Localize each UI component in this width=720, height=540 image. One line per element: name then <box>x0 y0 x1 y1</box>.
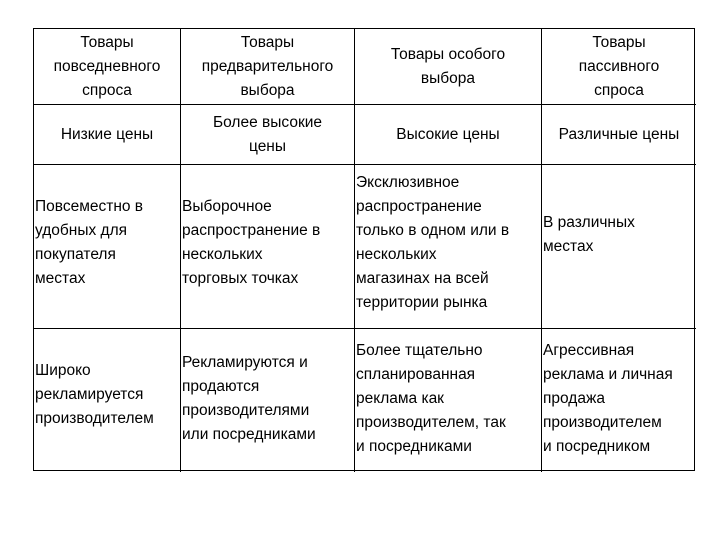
price-cell-special: Высокие цены <box>355 105 542 165</box>
price-cell-passive: Различные цены <box>542 105 696 165</box>
price-cell-preselection: Более высокие цены <box>181 105 355 165</box>
promotion-cell-preselection: Рекламируются и продаются производителями или посредниками <box>181 329 355 472</box>
distribution-cell-everyday: Повсеместно в удобных для покупателя местах <box>34 165 181 329</box>
distribution-cell-preselection: Выборочное распространение в нескольких торговых точках <box>181 165 355 329</box>
header-cell-special-goods: Товары особого выбора <box>355 29 542 105</box>
header-cell-preselection-goods: Товары предварительного выбора <box>181 29 355 105</box>
promotion-cell-everyday: Широко рекламируется производителем <box>34 329 181 472</box>
promotion-cell-passive: Агрессивная реклама и личная продажа производителем и посредником <box>543 342 673 455</box>
distribution-cell-passive: В различных местах <box>542 165 696 329</box>
promotion-cell-special: Более тщательно спланированная реклама как производителем, так и посредниками <box>355 329 542 472</box>
price-cell-everyday: Низкие цены <box>34 105 181 165</box>
product-classification-table <box>33 28 695 471</box>
distribution-cell-special: Эксклюзивное распространение только в одном или в нескольких магазинах на всей территории рынка <box>355 165 542 329</box>
header-cell-passive-goods: Товары пассивного спроса <box>542 29 696 105</box>
header-cell-everyday-goods: Товары повседневного спроса <box>34 29 181 105</box>
